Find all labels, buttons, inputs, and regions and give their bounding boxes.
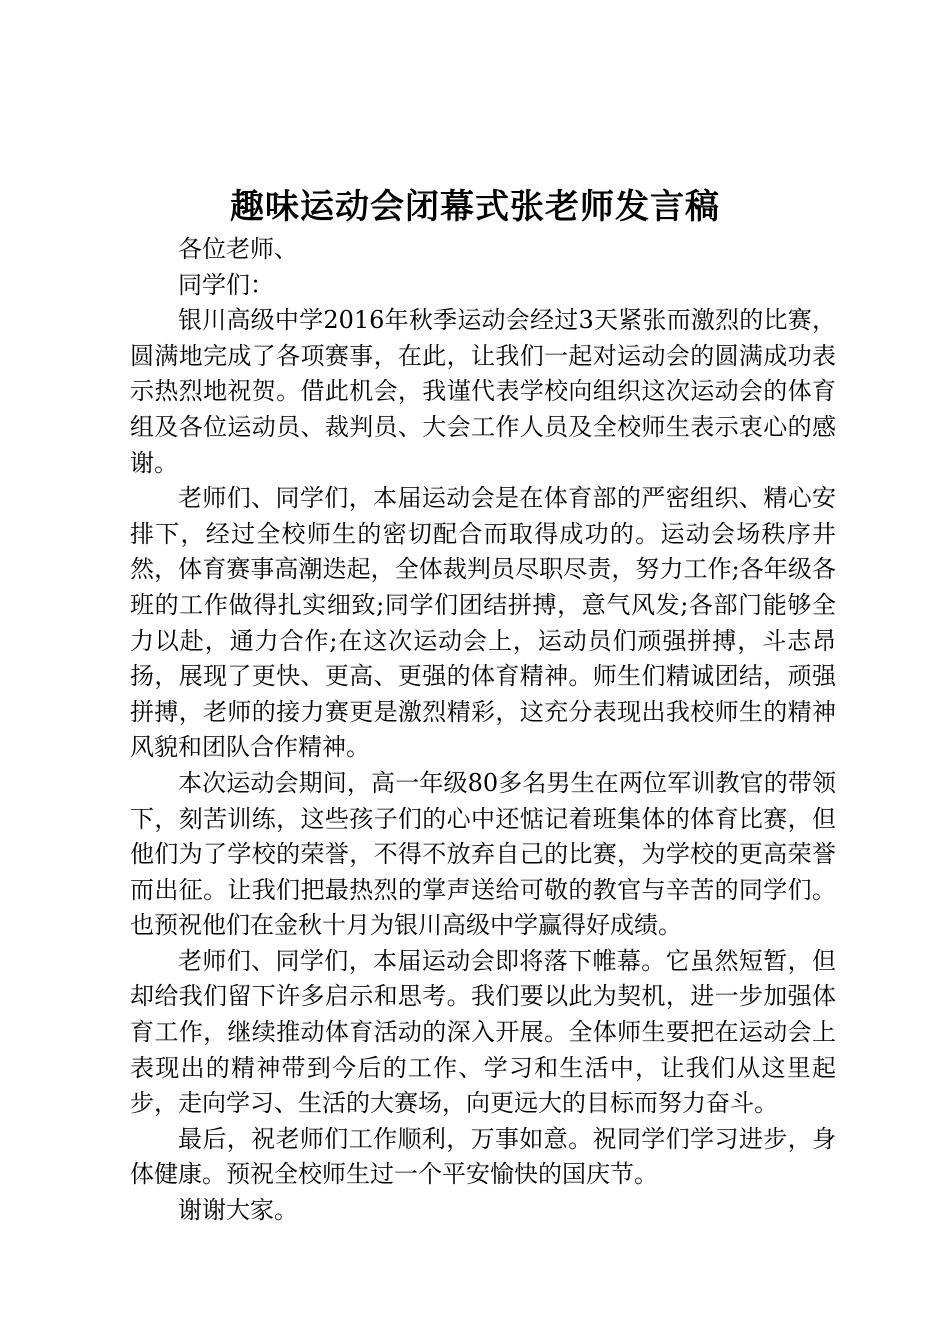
paragraph-5: 最后，祝老师们工作顺利，万事如意。祝同学们学习进步，身体健康。预祝全校师生过一个平安愉快的国庆节。 [130, 1124, 836, 1189]
paragraph-3: 本次运动会期间，高一年级80多名男生在两位军训教官的带领下，刻苦训练，这些孩子们的心中还惦记着班集体的体育比赛，但他们为了学校的荣誉，不得不放弃自己的比赛，为学校的更高荣誉而出征。让我们把最热烈的掌声送给可敬的教官与辛苦的同学们。也预祝他们在金秋十月为银川高级中学赢得好成绩。 [130, 768, 836, 940]
paragraph-2: 老师们、同学们，本届运动会是在体育部的严密组织、精心安排下，经过全校师生的密切配合而取得成功的。运动会场秩序井然，体育赛事高潮迭起，全体裁判员尽职尽责，努力工作;各年级各班的工作做得扎实细致;同学们团结拼搏，意气风发;各部门能够全力以赴，通力合作;在这次运动会上，运动员们顽强拼搏，斗志昂扬，展现了更快、更高、更强的体育精神。师生们精诚团结，顽强拼搏，老师的接力赛更是激烈精彩，这充分表现出我校师生的精神风貌和团队合作精神。 [130, 484, 836, 762]
document-title: 趣味运动会闭幕式张老师发言稿 [230, 187, 720, 227]
salutation-teachers: 各位老师、 [178, 235, 298, 263]
closing: 谢谢大家。 [178, 1196, 298, 1225]
paragraph-1: 银川高级中学2016年秋季运动会经过3天紧张而激烈的比赛，圆满地完成了各项赛事，在此，让我们一起对运动会的圆满成功表示热烈地祝贺。借此机会，我谨代表学校向组织这次运动会的体育组及各位运动员、裁判员、大会工作人员及全校师生表示衷心的感谢。 [130, 306, 836, 477]
paragraph-4: 老师们、同学们，本届运动会即将落下帷幕。它虽然短暂，但却给我们留下许多启示和思考。我们要以此为契机，进一步加强体育工作，继续推动体育活动的深入开展。全体师生要把在运动会上表现出的精神带到今后的工作、学习和生活中，让我们从这里起步，走向学习、生活的大赛场，向更远大的目标而努力奋斗。 [130, 946, 836, 1118]
document-body [130, 232, 836, 1229]
salutation-students: 同学们： [178, 270, 274, 299]
